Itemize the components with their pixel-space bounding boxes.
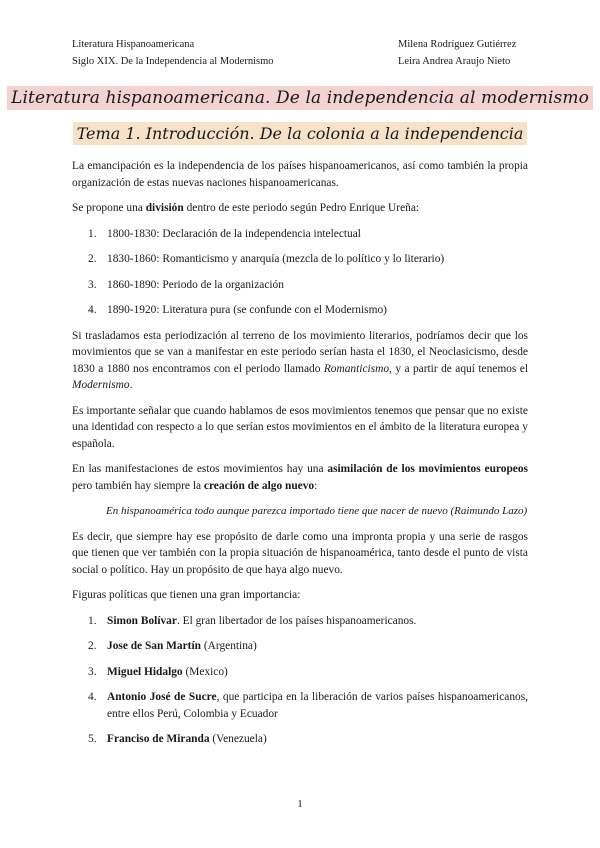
list-item: 2. 1830-1860: Romanticismo y anarquía (mezcla de lo político y lo literario) <box>88 253 445 265</box>
paragraph-movimientos: Si trasladamos esta periodización al terreno de los movimiento literarios, podríamos decir que los movimientos que se van a manifestar en este periodo serían hasta el 1830, el Neoclasicismo, desde 1830 a 1880 nos encontramos con el periodo llamado Romanticismo, y a partir de aquí tenemos el Modernismo. <box>72 329 528 391</box>
list-item: 4. 1890-1920: Literatura pura (se confunde con el Modernismo) <box>88 304 387 316</box>
paragraph-manifestaciones: En las manifestaciones de estos movimientos hay una asimilación de los movimientos europeos pero también hay siempre la creación de algo nuevo: <box>72 463 528 492</box>
section-title-text: Tema 1. Introducción. De la colonia a la independencia <box>73 122 528 145</box>
header-right <box>398 36 516 70</box>
paragraph-figuras: Figuras políticas que tienen una gran importancia: <box>72 589 301 601</box>
header-author-1: Milena Rodríguez Gutiérrez <box>398 39 517 50</box>
page-number: 1 <box>297 798 303 810</box>
keyword-division: división <box>145 202 184 214</box>
list-item: 1. 1800-1830: Declaración de la independencia intelectual <box>88 227 361 240</box>
figures-list <box>72 613 528 748</box>
paragraph-emancipacion: La emancipación es la independencia de los países hispanoamericanos, así como también la propia organización de estas nuevas naciones hispanoamericanas. <box>72 160 528 189</box>
list-item: 3. 1860-1890: Periodo de la organización <box>88 278 284 291</box>
quote-raimundo-lazo: En hispanoamérica todo aunque parezca importado tiene que nacer de nuevo (Raimundo Lazo) <box>106 505 528 517</box>
list-item: 4. Antonio José de Sucre, que participa en la liberación de varios países hispanoamericanos, entre ellos Perú, Colombia y Ecuador <box>88 691 528 720</box>
periods-list <box>72 226 528 319</box>
list-item: 3. Miguel Hidalgo (Mexico) <box>88 665 228 678</box>
paragraph-identidad: Es importante señalar que cuando hablamos de esos movimientos tenemos que pensar que no existe una identidad con respecto a lo que serían estos movimientos en el ámbito de la literatura europea y española. <box>72 404 528 450</box>
list-item: 5. Franciso de Miranda (Venezuela) <box>88 733 267 745</box>
document-title-text: Literatura hispanoamericana. De la independencia al modernismo <box>7 86 593 110</box>
section-title <box>0 124 600 144</box>
document-body <box>72 158 528 757</box>
paragraph-division: Se propone una división dentro de este periodo según Pedro Enrique Ureña: <box>72 202 420 214</box>
header-course: Literatura Hispanoamericana <box>72 39 195 50</box>
list-item: 1. Simon Bolívar. El gran libertador de los países hispanoamericanos. <box>88 614 417 627</box>
document-title <box>0 88 600 108</box>
list-item: 2. Jose de San Martín (Argentina) <box>88 640 257 652</box>
paragraph-proposito: Es decir, que siempre hay ese propósito de darle como una impronta propia y una serie de rasgos que tienen que ver también con la propia situación de hispanoamérica, tanto desde el punto de vista social o político. Hay un propósito de que haya algo nuevo. <box>72 530 528 576</box>
header-author-2: Leira Andrea Araujo Nieto <box>398 56 511 67</box>
header-left <box>72 36 274 70</box>
header-subject: Siglo XIX. De la Independencia al Modernismo <box>72 56 274 67</box>
